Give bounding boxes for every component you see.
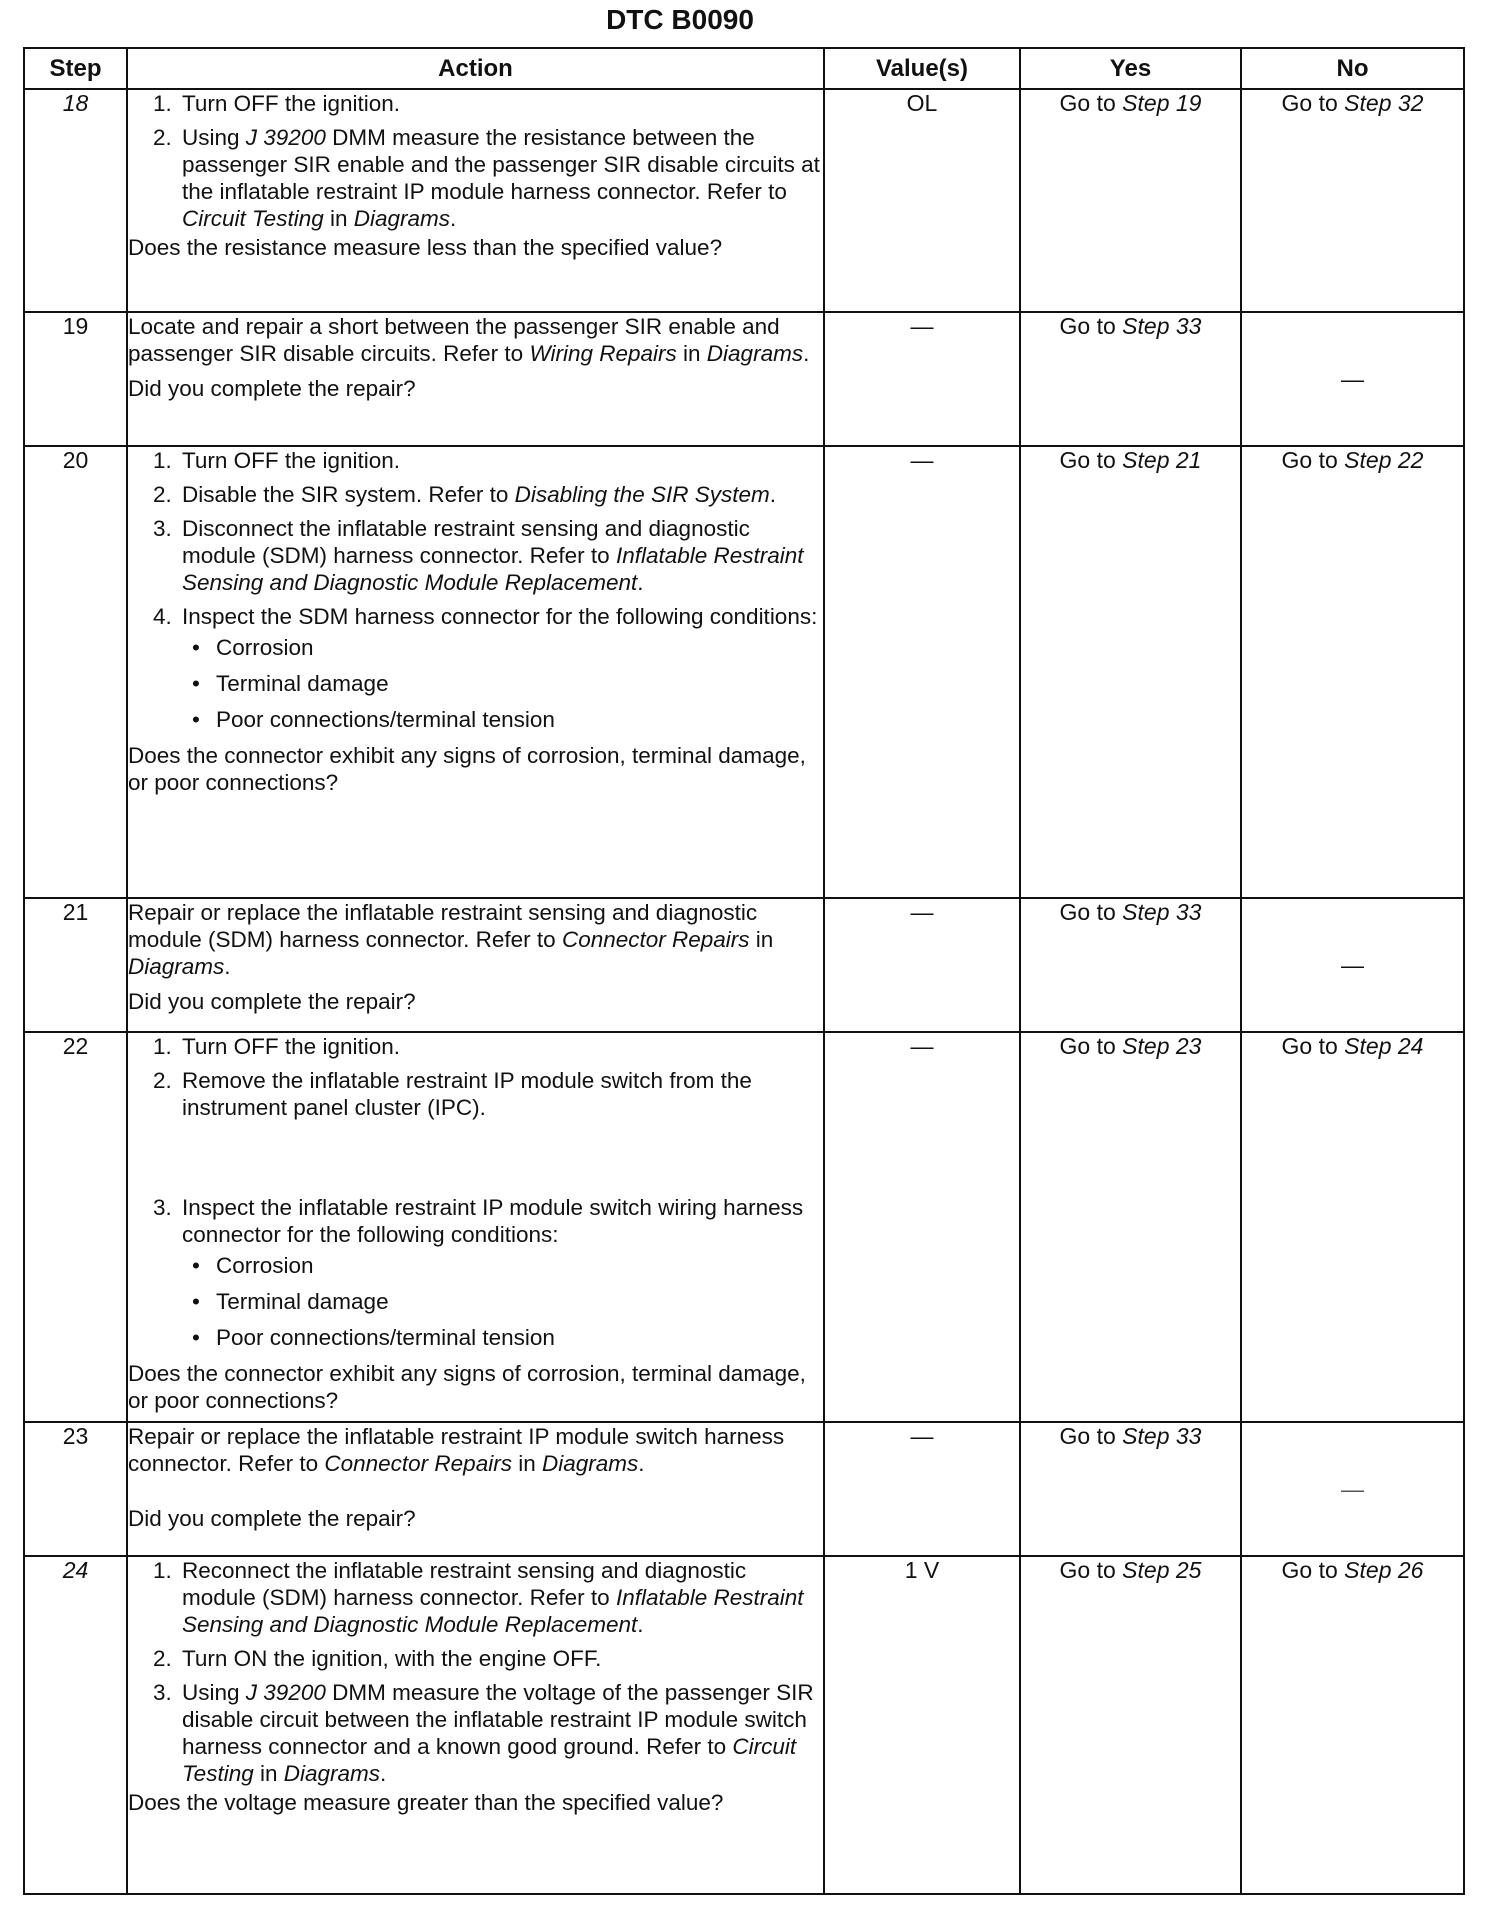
value-cell: — <box>824 898 1020 1032</box>
instruction-list <box>128 1033 823 1351</box>
table-row <box>24 898 1464 1032</box>
question-text: Does the connector exhibit any signs of corrosion, terminal damage, or poor connections? <box>128 743 806 795</box>
question-text: Did you complete the repair? <box>128 376 416 401</box>
yes-cell: Go to Step 19 <box>1020 89 1241 312</box>
value-cell: — <box>824 312 1020 446</box>
yes-cell: Go to Step 21 <box>1020 446 1241 898</box>
table-row <box>24 1422 1464 1556</box>
yes-cell: Go to Step 33 <box>1020 1422 1241 1556</box>
list-item: • Corrosion <box>216 1252 823 1279</box>
action-cell <box>127 312 824 446</box>
list-item: • Terminal damage <box>216 670 823 697</box>
step-number: 21 <box>24 898 127 1032</box>
no-cell: Go to Step 26 <box>1241 1556 1464 1894</box>
action-cell <box>127 1556 824 1894</box>
header-no: No <box>1241 48 1464 89</box>
step-number: 22 <box>24 1032 127 1422</box>
instruction-list <box>128 1557 823 1787</box>
step-number: 20 <box>24 446 127 898</box>
no-cell: — <box>1241 1422 1464 1556</box>
no-cell: Go to Step 24 <box>1241 1032 1464 1422</box>
question-text: Did you complete the repair? <box>128 1506 416 1531</box>
question-text: Did you complete the repair? <box>128 989 416 1014</box>
table-row <box>24 312 1464 446</box>
list-item: 1. Turn OFF the ignition. <box>178 1033 823 1060</box>
no-cell: Go to Step 32 <box>1241 89 1464 312</box>
yes-cell: Go to Step 25 <box>1020 1556 1241 1894</box>
list-item: 1. Reconnect the inflatable restraint sensing and diagnostic module (SDM) harness connector. Refer to Inflatable Restraint Sensing and Diagnostic Module Replacement. <box>178 1557 823 1638</box>
table-row <box>24 89 1464 312</box>
table-row <box>24 1032 1464 1422</box>
question-text: Does the resistance measure less than the specified value? <box>128 235 723 260</box>
value-cell: OL <box>824 89 1020 312</box>
yes-cell: Go to Step 23 <box>1020 1032 1241 1422</box>
no-cell: Go to Step 22 <box>1241 446 1464 898</box>
step-number: 24 <box>24 1556 127 1894</box>
condition-list <box>182 634 823 733</box>
action-cell <box>127 898 824 1032</box>
list-item: 3. Using J 39200 DMM measure the voltage of the passenger SIR disable circuit between the inflatable restraint IP module switch harness connector and a known good ground. Refer to Circuit Testing in Diagrams. <box>178 1679 823 1787</box>
list-item: • Terminal damage <box>216 1288 823 1315</box>
value-cell: — <box>824 1032 1020 1422</box>
header-row <box>24 48 1464 89</box>
action-cell <box>127 89 824 312</box>
action-text: Repair or replace the inflatable restraint sensing and diagnostic module (SDM) harness connector. Refer to Connector Repairs in Diagrams. <box>128 900 774 979</box>
question-text: Does the connector exhibit any signs of corrosion, terminal damage, or poor connections? <box>128 1361 806 1413</box>
action-cell <box>127 1422 824 1556</box>
yes-cell: Go to Step 33 <box>1020 898 1241 1032</box>
page-title: DTC B0090 <box>606 4 754 35</box>
instruction-list <box>128 447 823 733</box>
table-row <box>24 1556 1464 1894</box>
list-item: 2. Remove the inflatable restraint IP module switch from the instrument panel cluster (IPC). <box>178 1067 823 1187</box>
action-cell <box>127 1032 824 1422</box>
list-item: 3. Inspect the inflatable restraint IP module switch wiring harness connector for the following conditions: • Corrosion • Terminal damage • Poor connections/terminal tension <box>178 1194 823 1351</box>
list-item: 3. Disconnect the inflatable restraint sensing and diagnostic module (SDM) harness connector. Refer to Inflatable Restraint Sensing and Diagnostic Module Replacement. <box>178 515 823 596</box>
action-text: Locate and repair a short between the passenger SIR enable and passenger SIR disable circuits. Refer to Wiring Repairs in Diagrams. <box>128 314 810 366</box>
condition-list <box>182 1252 823 1351</box>
diagnostic-table <box>23 47 1465 1895</box>
list-item: 1. Turn OFF the ignition. <box>178 90 823 117</box>
table-row <box>24 446 1464 898</box>
list-item: 2. Disable the SIR system. Refer to Disabling the SIR System. <box>178 481 823 508</box>
action-cell <box>127 446 824 898</box>
header-step: Step <box>24 48 127 89</box>
list-item: 4. Inspect the SDM harness connector for the following conditions: • Corrosion • Terminal damage • Poor connections/terminal tension <box>178 603 823 733</box>
list-item: • Corrosion <box>216 634 823 661</box>
list-item: • Poor connections/terminal tension <box>216 706 823 733</box>
value-cell: — <box>824 1422 1020 1556</box>
header-yes: Yes <box>1020 48 1241 89</box>
no-cell: — <box>1241 898 1464 1032</box>
action-text: Repair or replace the inflatable restraint IP module switch harness connector. Refer to Connector Repairs in Diagrams. <box>128 1424 785 1476</box>
step-number: 23 <box>24 1422 127 1556</box>
header-action: Action <box>127 48 824 89</box>
step-number: 18 <box>24 89 127 312</box>
no-cell: — <box>1241 312 1464 446</box>
value-cell: — <box>824 446 1020 898</box>
header-values: Value(s) <box>824 48 1020 89</box>
value-cell: 1 V <box>824 1556 1020 1894</box>
step-number: 19 <box>24 312 127 446</box>
list-item: 2. Using J 39200 DMM measure the resistance between the passenger SIR enable and the passenger SIR disable circuits at the inflatable restraint IP module harness connector. Refer to Circuit Testing in Diagrams. <box>178 124 823 232</box>
question-text: Does the voltage measure greater than the specified value? <box>128 1790 724 1815</box>
list-item: 1. Turn OFF the ignition. <box>178 447 823 474</box>
yes-cell: Go to Step 33 <box>1020 312 1241 446</box>
list-item: • Poor connections/terminal tension <box>216 1324 823 1351</box>
instruction-list <box>128 90 823 232</box>
list-item: 2. Turn ON the ignition, with the engine OFF. <box>178 1645 823 1672</box>
